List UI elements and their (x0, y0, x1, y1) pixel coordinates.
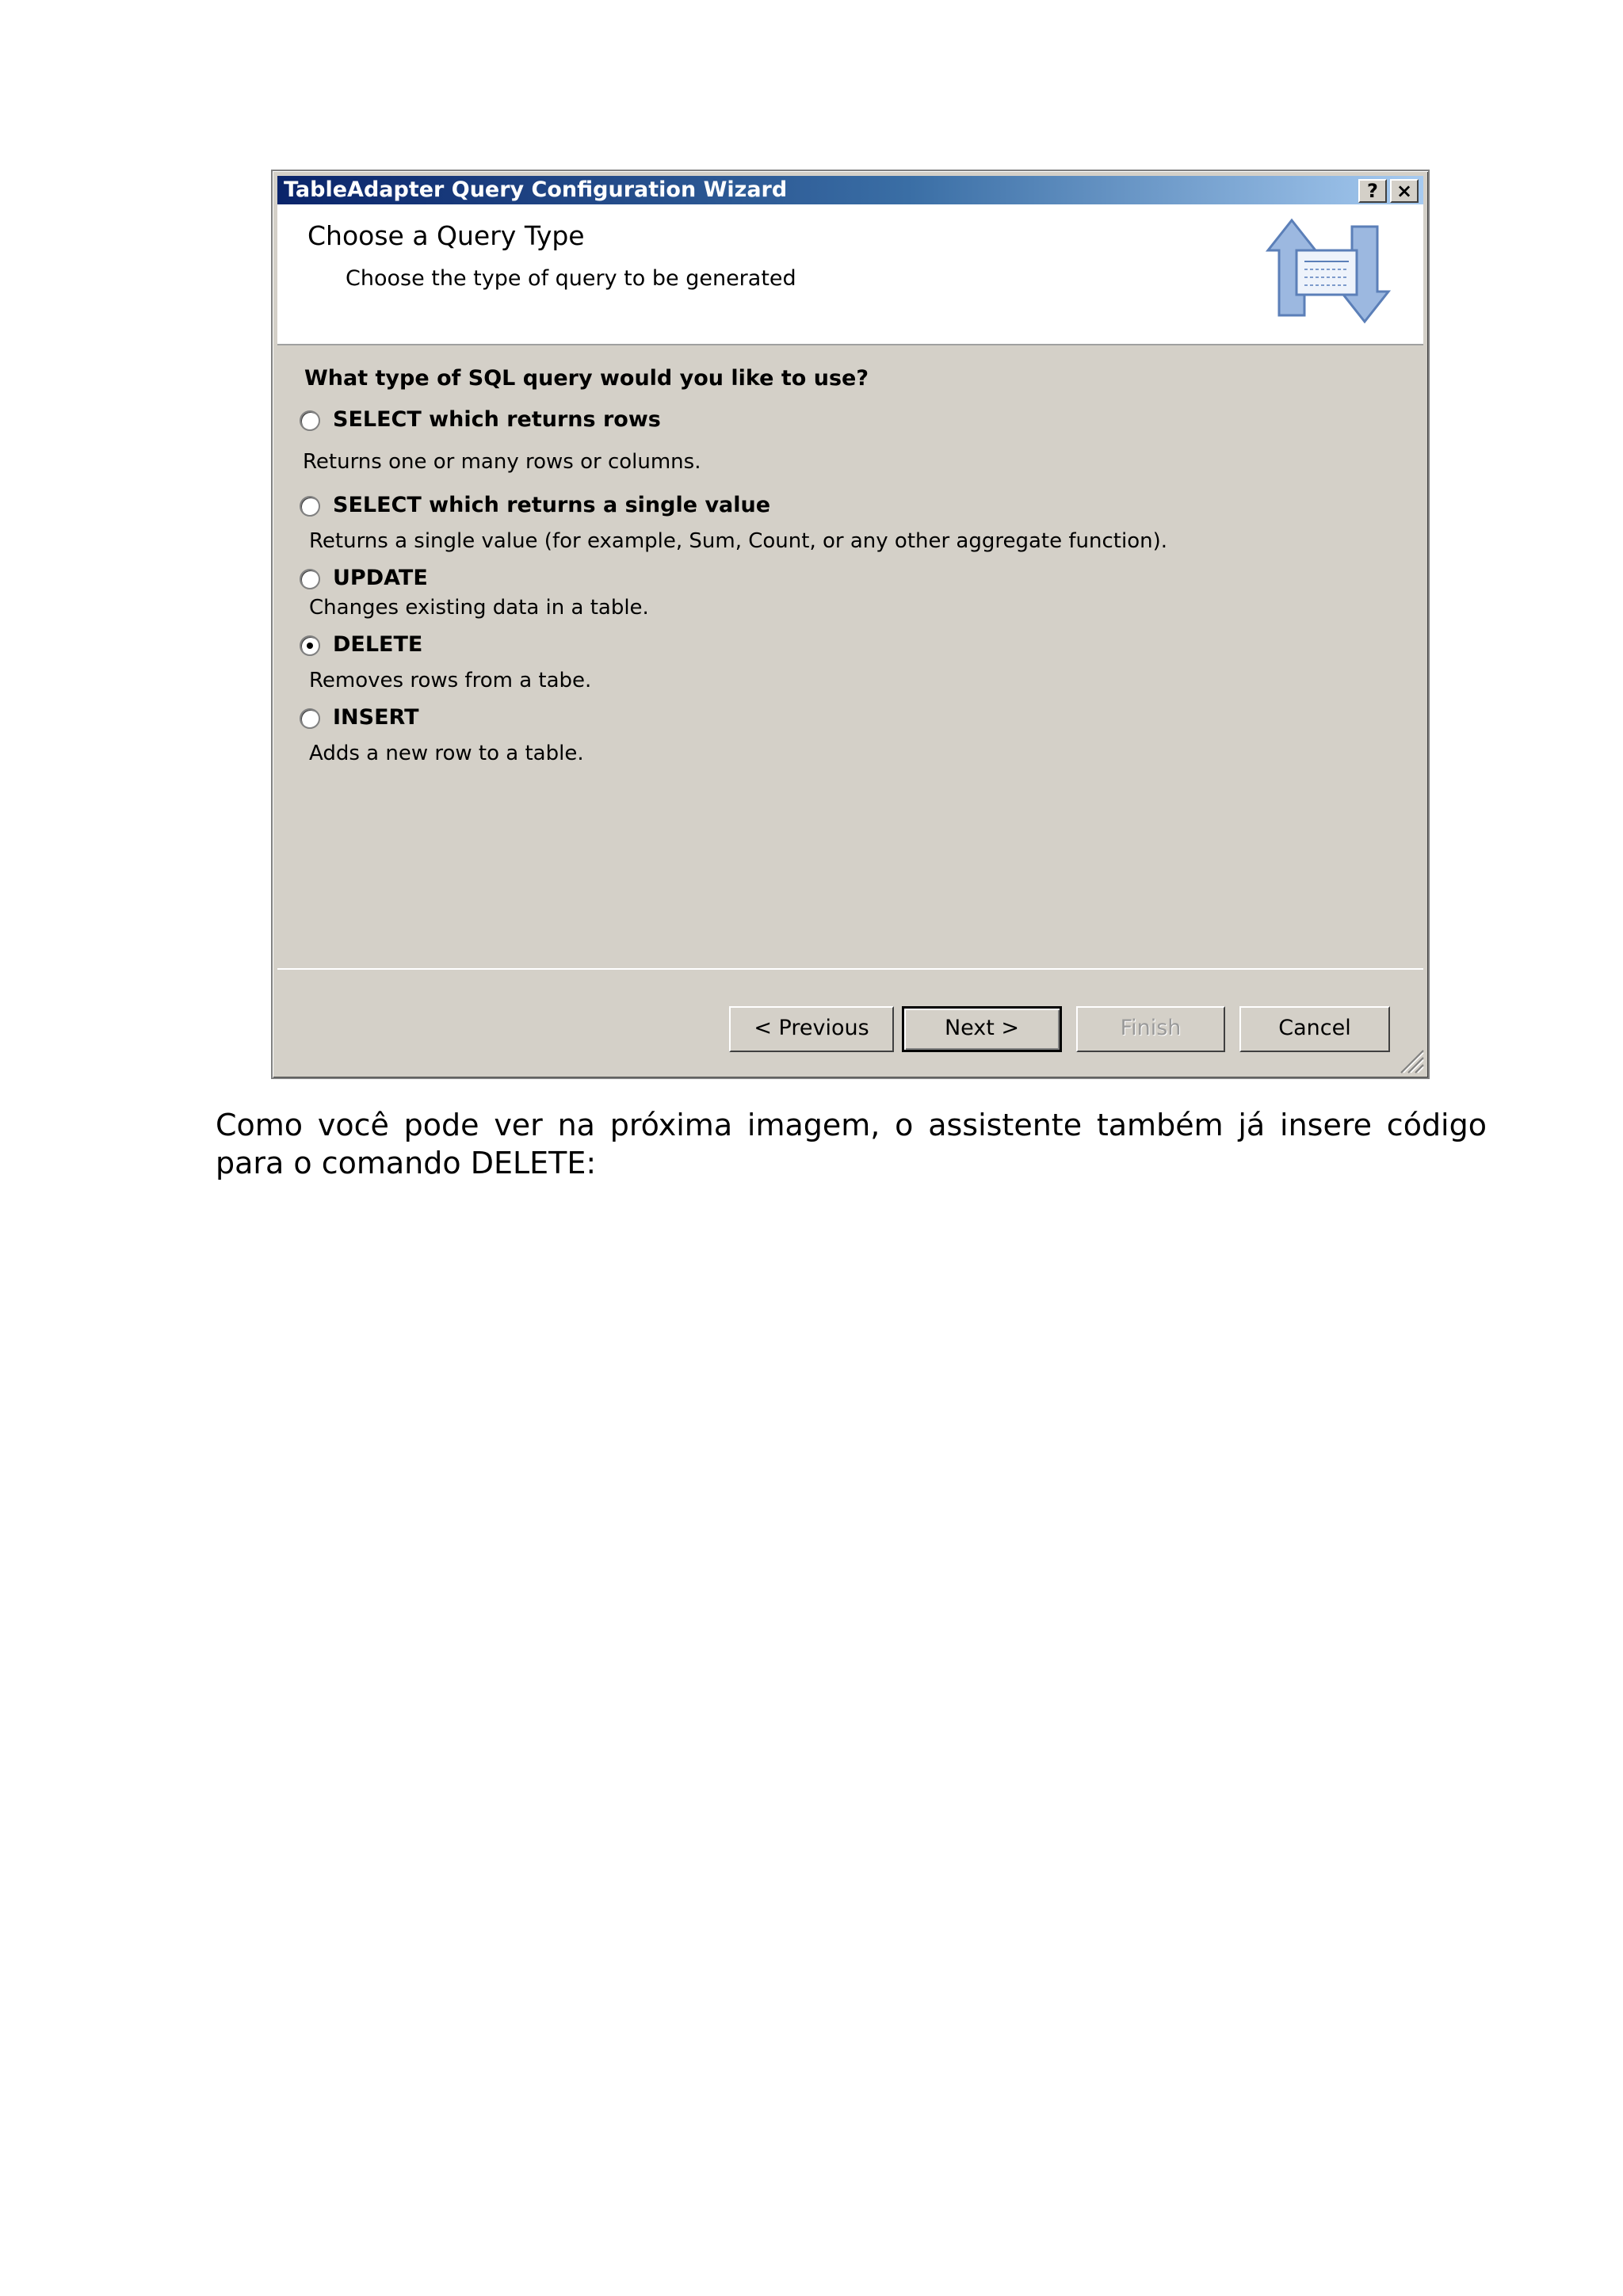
cancel-button[interactable]: Cancel (1239, 1006, 1390, 1052)
footer-separator (277, 968, 1423, 970)
option-description: Returns a single value (for example, Sum, Count, or any other aggregate function). (309, 529, 1167, 553)
option-description: Changes existing data in a table. (309, 596, 649, 620)
radio-select-rows[interactable] (300, 410, 320, 431)
next-button[interactable]: Next > (902, 1006, 1062, 1052)
option-label[interactable]: SELECT which returns a single value (333, 493, 771, 517)
finish-button: Finish (1076, 1006, 1225, 1052)
option-label[interactable]: UPDATE (333, 566, 428, 590)
title-bar[interactable] (277, 176, 1423, 204)
option-label[interactable]: INSERT (333, 705, 419, 730)
radio-delete[interactable] (300, 635, 320, 656)
option-label[interactable]: DELETE (333, 632, 423, 657)
body-paragraph: Como você pode ver na próxima imagem, o assistente também já insere código para o comando DELETE: (216, 1108, 1487, 1180)
help-button[interactable]: ? (1358, 179, 1387, 203)
radio-insert[interactable] (300, 708, 320, 729)
wizard-header (277, 204, 1423, 345)
wizard-header-icon (1265, 215, 1392, 326)
page-subtitle: Choose the type of query to be generated (346, 266, 796, 291)
question-label: What type of SQL query would you like to use? (304, 366, 869, 391)
close-button[interactable]: × (1390, 179, 1419, 203)
option-description: Removes rows from a tabe. (309, 669, 592, 692)
radio-select-single-value[interactable] (300, 496, 320, 517)
page-title: Choose a Query Type (307, 220, 585, 251)
window-title: TableAdapter Query Configuration Wizard (284, 177, 788, 202)
option-description: Adds a new row to a table. (309, 742, 584, 765)
wizard-dialog (271, 170, 1430, 1079)
radio-update[interactable] (300, 569, 320, 589)
option-description: Returns one or many rows or columns. (303, 450, 701, 474)
previous-button[interactable]: < Previous (729, 1006, 894, 1052)
option-label[interactable]: SELECT which returns rows (333, 407, 661, 432)
resize-grip-icon[interactable] (1396, 1046, 1425, 1074)
